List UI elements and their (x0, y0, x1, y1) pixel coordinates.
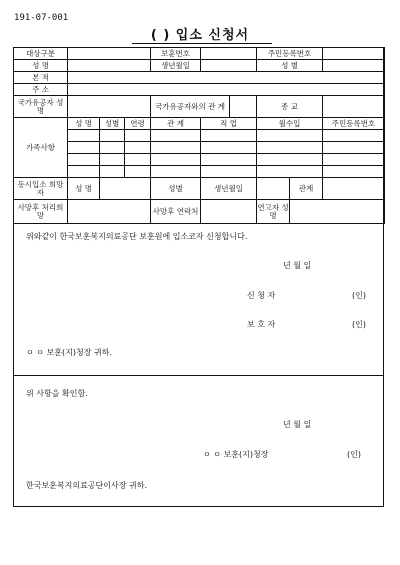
family-label: 가족사항 (14, 118, 68, 178)
section-divider (13, 375, 384, 376)
family-cell[interactable] (151, 130, 201, 142)
merit-relation-label: 국가유공자와의 관 계 (151, 96, 230, 118)
addressee: ㅇ ㅇ 보훈(지)청장 귀하. (26, 348, 112, 357)
applicant-category-field[interactable] (68, 48, 151, 60)
cohab-name-field[interactable] (100, 178, 151, 200)
family-cell[interactable] (257, 142, 323, 154)
family-header-age: 연령 (125, 118, 151, 130)
title-underline (132, 43, 272, 44)
cohab-label: 동시입소 희망자 (14, 178, 68, 200)
address-field[interactable] (68, 84, 385, 96)
domicile-label: 본 적 (14, 72, 68, 84)
posthumous-contact-field[interactable] (201, 200, 257, 224)
guardian-label: 보 호 자 (247, 320, 276, 329)
cohab-birth-label: 생년월일 (201, 178, 257, 200)
veteran-number-field[interactable] (201, 48, 257, 60)
family-header-name: 성 명 (68, 118, 100, 130)
family-cell[interactable] (125, 166, 151, 178)
applicant-seal: (인) (352, 291, 366, 300)
application-form-table (13, 47, 385, 224)
family-cell[interactable] (201, 130, 257, 142)
posthumous-contact-label: 사망후 연락처 (151, 200, 201, 224)
family-cell[interactable] (125, 130, 151, 142)
family-cell[interactable] (100, 142, 125, 154)
family-header-income: 월수입 (257, 118, 323, 130)
family-cell[interactable] (151, 166, 201, 178)
family-cell[interactable] (100, 154, 125, 166)
resident-number-label: 주민등록번호 (257, 48, 323, 60)
religion-field[interactable] (323, 96, 385, 118)
document-number: 191-07-001 (14, 13, 69, 23)
address-label: 주 소 (14, 84, 68, 96)
merit-name-label: 국가유공자 성 명 (14, 96, 68, 118)
birth-date-field[interactable] (201, 60, 257, 72)
family-cell[interactable] (323, 142, 385, 154)
cohab-name-label: 성 명 (68, 178, 100, 200)
cohab-relation-field[interactable] (323, 178, 385, 200)
cohab-relation-label: 관계 (290, 178, 323, 200)
family-cell[interactable] (201, 166, 257, 178)
name-field[interactable] (68, 60, 151, 72)
posthumous-relation-label: 연고자 성 명 (257, 200, 290, 224)
merit-name-field[interactable] (68, 96, 151, 118)
confirmation-date: 년 월 일 (283, 420, 312, 429)
family-header-relation: 관 계 (151, 118, 201, 130)
resident-number-field[interactable] (323, 48, 385, 60)
applicant-label: 신 청 자 (247, 291, 276, 300)
birth-date-label: 생년월일 (151, 60, 201, 72)
family-cell[interactable] (68, 166, 100, 178)
family-cell[interactable] (68, 154, 100, 166)
family-cell[interactable] (323, 166, 385, 178)
family-cell[interactable] (323, 154, 385, 166)
family-cell[interactable] (323, 130, 385, 142)
family-cell[interactable] (100, 166, 125, 178)
family-header-resident-number: 주민등록번호 (323, 118, 385, 130)
application-date: 년 월 일 (283, 261, 312, 270)
family-cell[interactable] (201, 154, 257, 166)
cohab-birth-field[interactable] (257, 178, 290, 200)
domicile-field[interactable] (68, 72, 385, 84)
posthumous-label: 사망후 처리희망 (14, 200, 68, 224)
recipient: 한국보훈복지의료공단이사장 귀하. (26, 481, 148, 490)
family-cell[interactable] (125, 142, 151, 154)
family-cell[interactable] (151, 154, 201, 166)
form-title: ( ) 입소 신청서 (150, 28, 250, 43)
family-cell[interactable] (257, 166, 323, 178)
family-header-job: 직 업 (201, 118, 257, 130)
cohab-gender-label: 성별 (151, 178, 201, 200)
posthumous-field[interactable] (68, 200, 151, 224)
veteran-number-label: 보훈번호 (151, 48, 201, 60)
gender-field[interactable] (323, 60, 385, 72)
office-seal: (인) (347, 450, 361, 459)
family-cell[interactable] (100, 130, 125, 142)
applicant-category-label: 대상구분 (14, 48, 68, 60)
religion-label: 종 교 (257, 96, 323, 118)
office-head: ㅇ ㅇ 보훈(지)청장 (203, 450, 269, 459)
name-label: 성 명 (14, 60, 68, 72)
family-cell[interactable] (68, 142, 100, 154)
family-cell[interactable] (151, 142, 201, 154)
family-cell[interactable] (257, 130, 323, 142)
application-statement: 위와같이 한국보훈복지의료공단 보훈원에 입소코자 신청합니다. (26, 232, 248, 241)
family-cell[interactable] (201, 142, 257, 154)
confirmation-statement: 위 사항을 확인함. (26, 389, 88, 398)
family-cell[interactable] (68, 130, 100, 142)
guardian-seal: (인) (352, 320, 366, 329)
gender-label: 성 별 (257, 60, 323, 72)
family-cell[interactable] (257, 154, 323, 166)
posthumous-relation-field[interactable] (290, 200, 385, 224)
family-header-gender: 성별 (100, 118, 125, 130)
merit-relation-field[interactable] (230, 96, 257, 118)
family-cell[interactable] (125, 154, 151, 166)
